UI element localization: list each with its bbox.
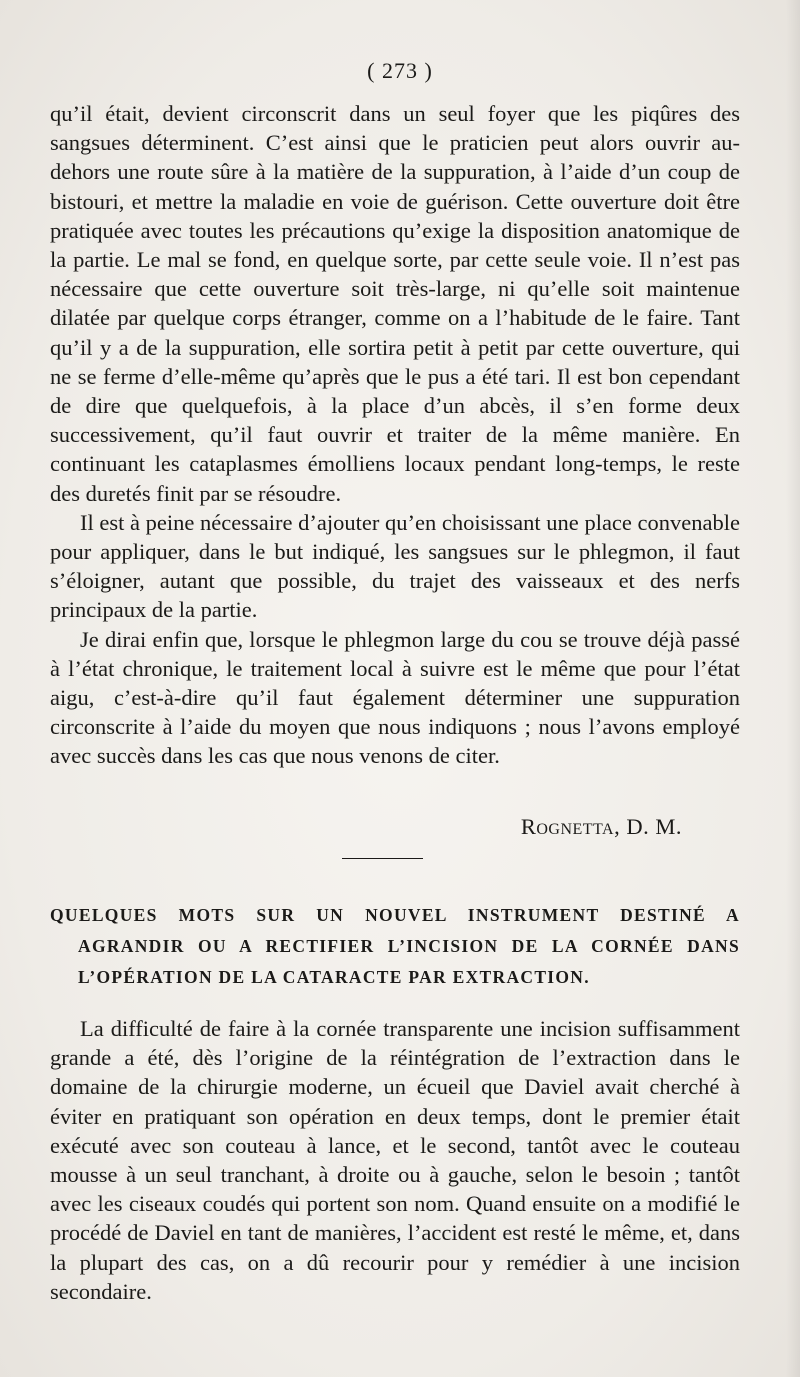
page-number: ( 273 ): [367, 58, 433, 83]
section-divider: [342, 858, 423, 859]
heading-text: QUELQUES MOTS SUR UN NOUVEL INSTRUMENT DESTINÉ A AGRANDIR OU A RECTIFIER L’INCISION DE LA CORNÉE DANS L’OPÉRATION DE LA CATARACTE PAR EXTRACTION.: [50, 905, 740, 987]
author-signature: [521, 812, 682, 841]
paragraph: Je dirai enfin que, lorsque le phlegmon large du cou se trouve déjà passé à l’état chronique, le traitement local à suivre est le même que pour l’état aigu, c’est-à-dire qu’il faut également déterminer une suppuration circonscrite à l’aide du moyen que nous indiquons ; nous l’avons employé avec succès dans les cas que nous venons de citer.: [50, 626, 740, 769]
section-2-body: [50, 1014, 740, 1306]
paragraph: La difficulté de faire à la cornée transparente une incision suffisamment grande a été, dès l’origine de la réintégration de l’extraction dans le domaine de la chirurgie moderne, un écueil que Daviel avait cherché à éviter en pratiquant son opération en deux temps, dont le premier était exécuté avec son couteau à lance, et le second, tantôt avec le couteau mousse à un seul tranchant, à droite ou à gauche, selon le besoin ; tantôt avec les ciseaux coudés qui portent son nom. Quand ensuite on a modifié le procédé de Daviel en tant de manières, l’accident est resté le même, et, dans la plupart des cas, on a dû recourir pour y remédier à une incision secondaire.: [50, 1016, 740, 1304]
signature-text: Rognetta, D. M.: [520, 814, 682, 839]
section-1-body: [50, 99, 740, 771]
article-heading: [50, 900, 740, 993]
paragraph: qu’il était, devient circonscrit dans un seul foyer que les piqûres des sangsues déterminent. C’est ainsi que le praticien peut alors ouvrir au-dehors une route sûre à la matière de la suppuration, à l’aide d’un coup de bistouri, et mettre la maladie en voie de guérison. Cette ouverture doit être pratiquée avec toutes les précautions qu’exige la disposition anatomique de la partie. Le mal se fond, en quelque sorte, par cette seule voie. Il n’est pas nécessaire que cette ouverture soit très-large, ni qu’elle soit maintenue dilatée par quelque corps étranger, comme on a l’habitude de le faire. Tant qu’il y a de la suppuration, elle sortira petit à petit par cette ouverture, qui ne se ferme d’elle-même qu’après que le pus a été tari. Il est bon cependant de dire que quelquefois, à la place d’un abcès, il s’en forme deux successivement, qu’il faut ouvrir et traiter de la même manière. En continuant les cataplasmes émolliens locaux pendant long-temps, le reste des duretés finit par se résoudre.: [50, 101, 740, 506]
page-edge-shadow: [786, 0, 800, 1377]
paragraph: Il est à peine nécessaire d’ajouter qu’en choisissant une place convenable pour appliquer, dans le but indiqué, les sangsues sur le phlegmon, il faut s’éloigner, autant que possible, du trajet des vaisseaux et des nerfs principaux de la partie.: [50, 509, 740, 623]
